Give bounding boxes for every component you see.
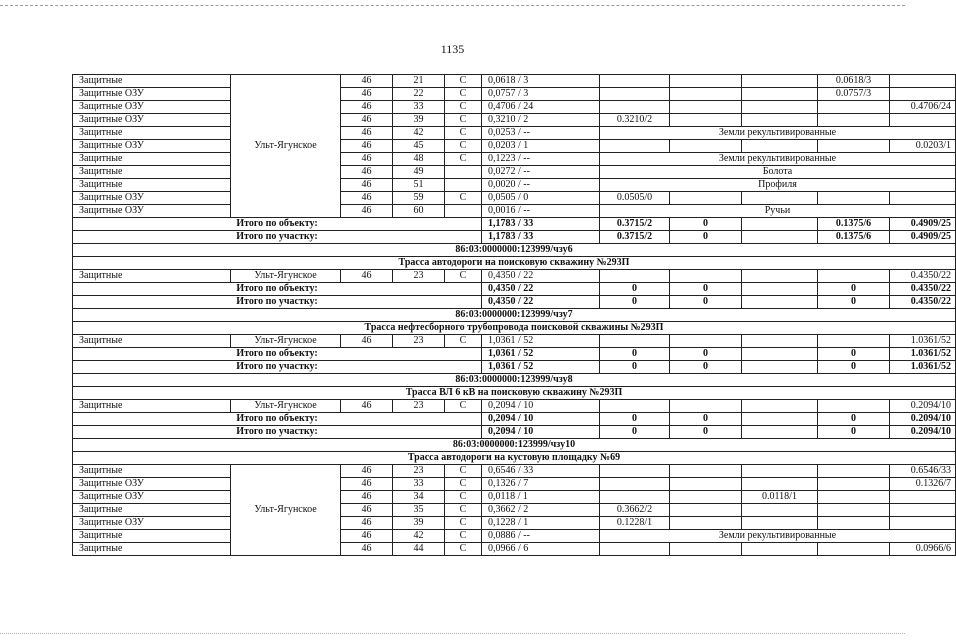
value-col-6 — [600, 140, 670, 153]
quarter-number: 46 — [341, 205, 393, 218]
compartment-number: 34 — [393, 491, 445, 504]
protection-category: Защитные ОЗУ — [73, 205, 231, 218]
forestry-district: Ульт-Ягунское — [231, 465, 341, 556]
protection-category: Защитные ОЗУ — [73, 140, 231, 153]
quarter-number: 46 — [341, 101, 393, 114]
value-col-8 — [742, 478, 818, 491]
total-col-7: 0 — [670, 426, 742, 439]
land-category: С — [445, 530, 482, 543]
compartment-number: 42 — [393, 127, 445, 140]
value-col-8 — [742, 465, 818, 478]
value-col-6 — [600, 400, 670, 413]
land-category: С — [445, 478, 482, 491]
protection-category: Защитные — [73, 270, 231, 283]
value-col-8 — [742, 335, 818, 348]
value-col-9 — [818, 517, 890, 530]
value-col-7 — [670, 517, 742, 530]
total-area: 0,2094 / 10 — [482, 413, 600, 426]
table-row — [73, 478, 956, 491]
total-col-9: 0 — [818, 348, 890, 361]
area-value: 0,0020 / -- — [482, 179, 600, 192]
section-cadastral-number: 86:03:0000000:123999/чзу6 — [73, 244, 956, 257]
land-category — [445, 179, 482, 192]
value-col-9 — [818, 192, 890, 205]
section-title-row — [73, 257, 956, 270]
total-row — [73, 296, 956, 309]
total-col-10: 1.0361/52 — [890, 361, 956, 374]
land-category: С — [445, 140, 482, 153]
table-row — [73, 127, 956, 140]
protection-category: Защитные ОЗУ — [73, 491, 231, 504]
compartment-number: 59 — [393, 192, 445, 205]
value-col-9 — [818, 101, 890, 114]
quarter-number: 46 — [341, 75, 393, 88]
forest-plot-table — [72, 74, 956, 556]
land-category: С — [445, 517, 482, 530]
quarter-number: 46 — [341, 335, 393, 348]
total-col-8 — [742, 348, 818, 361]
value-col-7 — [670, 270, 742, 283]
area-value: 0,0966 / 6 — [482, 543, 600, 556]
total-row — [73, 348, 956, 361]
value-col-6 — [600, 465, 670, 478]
compartment-number: 49 — [393, 166, 445, 179]
value-col-8 — [742, 192, 818, 205]
value-col-10 — [890, 192, 956, 205]
area-value: 0,4350 / 22 — [482, 270, 600, 283]
area-value: 0,4706 / 24 — [482, 101, 600, 114]
section-title-row — [73, 387, 956, 400]
forestry-district: Ульт-Ягунское — [231, 75, 341, 218]
value-col-6 — [600, 491, 670, 504]
quarter-number: 46 — [341, 478, 393, 491]
protection-category: Защитные — [73, 504, 231, 517]
total-col-6: 0 — [600, 361, 670, 374]
protection-category: Защитные — [73, 400, 231, 413]
value-col-6 — [600, 543, 670, 556]
total-col-8 — [742, 426, 818, 439]
value-col-7 — [670, 543, 742, 556]
value-col-7 — [670, 465, 742, 478]
total-col-9: 0.1375/6 — [818, 218, 890, 231]
value-col-7 — [670, 75, 742, 88]
total-col-9: 0 — [818, 296, 890, 309]
value-col-8: 0.0118/1 — [742, 491, 818, 504]
total-label: Итого по участку: — [73, 296, 482, 309]
compartment-number: 48 — [393, 153, 445, 166]
value-col-9 — [818, 465, 890, 478]
total-col-10: 0.2094/10 — [890, 413, 956, 426]
quarter-number: 46 — [341, 88, 393, 101]
area-value: 0,0016 / -- — [482, 205, 600, 218]
value-col-9: 0.0618/3 — [818, 75, 890, 88]
total-row — [73, 218, 956, 231]
value-col-7 — [670, 88, 742, 101]
land-category: С — [445, 153, 482, 166]
table-row — [73, 101, 956, 114]
area-value: 0,0618 / 3 — [482, 75, 600, 88]
total-col-6: 0 — [600, 426, 670, 439]
land-type-note: Земли рекультивированные — [600, 530, 956, 543]
area-value: 0,0505 / 0 — [482, 192, 600, 205]
total-row — [73, 426, 956, 439]
area-value: 0,1228 / 1 — [482, 517, 600, 530]
area-value: 0,1326 / 7 — [482, 478, 600, 491]
protection-category: Защитные ОЗУ — [73, 478, 231, 491]
table-row — [73, 491, 956, 504]
value-col-7 — [670, 114, 742, 127]
value-col-7 — [670, 491, 742, 504]
section-object-name: Трасса автодороги на поисковую скважину №293П — [73, 257, 956, 270]
protection-category: Защитные — [73, 335, 231, 348]
section-header-row — [73, 439, 956, 452]
protection-category: Защитные — [73, 75, 231, 88]
area-value: 1,0361 / 52 — [482, 335, 600, 348]
total-col-6: 0.3715/2 — [600, 218, 670, 231]
total-label: Итого по участку: — [73, 231, 482, 244]
protection-category: Защитные — [73, 127, 231, 140]
table-row — [73, 166, 956, 179]
value-col-10: 0.0966/6 — [890, 543, 956, 556]
total-col-6: 0 — [600, 348, 670, 361]
area-value: 0,0886 / -- — [482, 530, 600, 543]
protection-category: Защитные — [73, 543, 231, 556]
total-col-7: 0 — [670, 413, 742, 426]
compartment-number: 35 — [393, 504, 445, 517]
total-area: 1,1783 / 33 — [482, 231, 600, 244]
value-col-10 — [890, 491, 956, 504]
total-col-6: 0 — [600, 413, 670, 426]
value-col-9 — [818, 335, 890, 348]
section-cadastral-number: 86:03:0000000:123999/чзу7 — [73, 309, 956, 322]
value-col-10 — [890, 114, 956, 127]
total-col-10: 1.0361/52 — [890, 348, 956, 361]
value-col-8 — [742, 140, 818, 153]
area-value: 0,0253 / -- — [482, 127, 600, 140]
total-col-7: 0 — [670, 296, 742, 309]
value-col-6 — [600, 75, 670, 88]
area-value: 0,3210 / 2 — [482, 114, 600, 127]
quarter-number: 46 — [341, 153, 393, 166]
quarter-number: 46 — [341, 127, 393, 140]
land-category: С — [445, 127, 482, 140]
section-cadastral-number: 86:03:0000000:123999/чзу8 — [73, 374, 956, 387]
section-header-row — [73, 309, 956, 322]
compartment-number: 23 — [393, 270, 445, 283]
compartment-number: 23 — [393, 400, 445, 413]
table-row — [73, 205, 956, 218]
total-col-8 — [742, 361, 818, 374]
protection-category: Защитные — [73, 465, 231, 478]
value-col-10 — [890, 517, 956, 530]
total-row — [73, 283, 956, 296]
value-col-6 — [600, 335, 670, 348]
value-col-8 — [742, 88, 818, 101]
quarter-number: 46 — [341, 114, 393, 127]
land-category: С — [445, 114, 482, 127]
quarter-number: 46 — [341, 543, 393, 556]
value-col-9: 0.0757/3 — [818, 88, 890, 101]
value-col-8 — [742, 101, 818, 114]
compartment-number: 23 — [393, 335, 445, 348]
section-cadastral-number: 86:03:0000000:123999/чзу10 — [73, 439, 956, 452]
forestry-district: Ульт-Ягунское — [231, 335, 341, 348]
value-col-6 — [600, 88, 670, 101]
total-label: Итого по объекту: — [73, 348, 482, 361]
total-col-7: 0 — [670, 361, 742, 374]
table-row — [73, 88, 956, 101]
area-value: 0,0757 / 3 — [482, 88, 600, 101]
value-col-7 — [670, 400, 742, 413]
table-row — [73, 75, 956, 88]
value-col-6: 0.3662/2 — [600, 504, 670, 517]
value-col-8 — [742, 270, 818, 283]
land-type-note: Болота — [600, 166, 956, 179]
total-col-9: 0 — [818, 426, 890, 439]
land-type-note: Земли рекультивированные — [600, 127, 956, 140]
section-title-row — [73, 452, 956, 465]
area-value: 0,2094 / 10 — [482, 400, 600, 413]
compartment-number: 33 — [393, 478, 445, 491]
area-value: 0,0118 / 1 — [482, 491, 600, 504]
value-col-8 — [742, 504, 818, 517]
value-col-9 — [818, 504, 890, 517]
value-col-7 — [670, 192, 742, 205]
forestry-district: Ульт-Ягунское — [231, 400, 341, 413]
total-area: 0,4350 / 22 — [482, 296, 600, 309]
land-category: С — [445, 192, 482, 205]
value-col-10 — [890, 88, 956, 101]
area-value: 0,0272 / -- — [482, 166, 600, 179]
quarter-number: 46 — [341, 270, 393, 283]
area-value: 0,6546 / 33 — [482, 465, 600, 478]
total-col-10: 0.4350/22 — [890, 296, 956, 309]
protection-category: Защитные ОЗУ — [73, 101, 231, 114]
value-col-6: 0.0505/0 — [600, 192, 670, 205]
value-col-6 — [600, 101, 670, 114]
land-category: С — [445, 491, 482, 504]
total-col-7: 0 — [670, 218, 742, 231]
total-area: 1,1783 / 33 — [482, 218, 600, 231]
value-col-9 — [818, 114, 890, 127]
value-col-7 — [670, 140, 742, 153]
compartment-number: 45 — [393, 140, 445, 153]
value-col-9 — [818, 270, 890, 283]
total-col-10: 0.4350/22 — [890, 283, 956, 296]
land-category: С — [445, 465, 482, 478]
section-header-row — [73, 374, 956, 387]
value-col-7 — [670, 335, 742, 348]
total-col-7: 0 — [670, 231, 742, 244]
compartment-number: 22 — [393, 88, 445, 101]
value-col-10: 1.0361/52 — [890, 335, 956, 348]
area-value: 0,0203 / 1 — [482, 140, 600, 153]
land-category: С — [445, 88, 482, 101]
land-category: С — [445, 335, 482, 348]
value-col-9 — [818, 400, 890, 413]
total-label: Итого по объекту: — [73, 413, 482, 426]
total-col-9: 0 — [818, 413, 890, 426]
table-row — [73, 465, 956, 478]
table-row — [73, 140, 956, 153]
value-col-10: 0.4350/22 — [890, 270, 956, 283]
table-row — [73, 517, 956, 530]
table-row — [73, 179, 956, 192]
value-col-9 — [818, 140, 890, 153]
total-label: Итого по участку: — [73, 361, 482, 374]
value-col-10: 0.0203/1 — [890, 140, 956, 153]
value-col-10: 0.2094/10 — [890, 400, 956, 413]
compartment-number: 23 — [393, 465, 445, 478]
value-col-7 — [670, 478, 742, 491]
total-col-10: 0.2094/10 — [890, 426, 956, 439]
protection-category: Защитные ОЗУ — [73, 114, 231, 127]
total-col-8 — [742, 413, 818, 426]
total-area: 0,2094 / 10 — [482, 426, 600, 439]
value-col-10: 0.1326/7 — [890, 478, 956, 491]
total-label: Итого по объекту: — [73, 218, 482, 231]
value-col-8 — [742, 114, 818, 127]
table-row — [73, 153, 956, 166]
table-row — [73, 504, 956, 517]
page-number: 1135 — [440, 42, 465, 56]
table-row — [73, 400, 956, 413]
total-area: 0,4350 / 22 — [482, 283, 600, 296]
section-object-name: Трасса автодороги на кустовую площадку №69 — [73, 452, 956, 465]
value-col-10 — [890, 504, 956, 517]
total-col-6: 0.3715/2 — [600, 231, 670, 244]
land-category: С — [445, 543, 482, 556]
value-col-8 — [742, 517, 818, 530]
area-value: 0,1223 / -- — [482, 153, 600, 166]
total-col-8 — [742, 296, 818, 309]
total-col-7: 0 — [670, 348, 742, 361]
section-object-name: Трасса ВЛ 6 кВ на поисковую скважину №293П — [73, 387, 956, 400]
table-row — [73, 114, 956, 127]
total-col-8 — [742, 218, 818, 231]
compartment-number: 51 — [393, 179, 445, 192]
quarter-number: 46 — [341, 166, 393, 179]
total-area: 1,0361 / 52 — [482, 361, 600, 374]
quarter-number: 46 — [341, 140, 393, 153]
protection-category: Защитные — [73, 179, 231, 192]
compartment-number: 42 — [393, 530, 445, 543]
protection-category: Защитные ОЗУ — [73, 192, 231, 205]
compartment-number: 44 — [393, 543, 445, 556]
land-type-note: Профиля — [600, 179, 956, 192]
value-col-10: 0.4706/24 — [890, 101, 956, 114]
quarter-number: 46 — [341, 465, 393, 478]
total-row — [73, 413, 956, 426]
value-col-9 — [818, 491, 890, 504]
protection-category: Защитные — [73, 166, 231, 179]
total-col-7: 0 — [670, 283, 742, 296]
protection-category: Защитные ОЗУ — [73, 88, 231, 101]
total-label: Итого по участку: — [73, 426, 482, 439]
quarter-number: 46 — [341, 491, 393, 504]
section-object-name: Трасса нефтесборного трубопровода поисковой скважины №293П — [73, 322, 956, 335]
quarter-number: 46 — [341, 192, 393, 205]
value-col-10 — [890, 75, 956, 88]
land-type-note: Земли рекультивированные — [600, 153, 956, 166]
table-row — [73, 543, 956, 556]
table-row — [73, 270, 956, 283]
land-type-note: Ручьи — [600, 205, 956, 218]
total-col-9: 0.1375/6 — [818, 231, 890, 244]
value-col-7 — [670, 101, 742, 114]
value-col-7 — [670, 504, 742, 517]
total-row — [73, 231, 956, 244]
table-row — [73, 192, 956, 205]
land-category: С — [445, 101, 482, 114]
land-category: С — [445, 504, 482, 517]
quarter-number: 46 — [341, 517, 393, 530]
total-col-8 — [742, 283, 818, 296]
section-title-row — [73, 322, 956, 335]
value-col-9 — [818, 543, 890, 556]
land-category: С — [445, 400, 482, 413]
total-label: Итого по объекту: — [73, 283, 482, 296]
compartment-number: 21 — [393, 75, 445, 88]
compartment-number: 33 — [393, 101, 445, 114]
land-category — [445, 205, 482, 218]
value-col-8 — [742, 75, 818, 88]
value-col-6: 0.1228/1 — [600, 517, 670, 530]
total-col-9: 0 — [818, 283, 890, 296]
area-value: 0,3662 / 2 — [482, 504, 600, 517]
compartment-number: 39 — [393, 517, 445, 530]
protection-category: Защитные — [73, 530, 231, 543]
total-col-8 — [742, 231, 818, 244]
protection-category: Защитные — [73, 153, 231, 166]
scan-bottom-edge — [0, 633, 905, 634]
protection-category: Защитные ОЗУ — [73, 517, 231, 530]
total-col-6: 0 — [600, 296, 670, 309]
quarter-number: 46 — [341, 400, 393, 413]
land-category: С — [445, 75, 482, 88]
value-col-6: 0.3210/2 — [600, 114, 670, 127]
total-col-10: 0.4909/25 — [890, 218, 956, 231]
land-category — [445, 166, 482, 179]
total-area: 1,0361 / 52 — [482, 348, 600, 361]
total-row — [73, 361, 956, 374]
compartment-number: 60 — [393, 205, 445, 218]
scan-top-edge — [0, 5, 905, 6]
quarter-number: 46 — [341, 504, 393, 517]
table-row — [73, 530, 956, 543]
quarter-number: 46 — [341, 530, 393, 543]
value-col-8 — [742, 543, 818, 556]
value-col-9 — [818, 478, 890, 491]
land-category: С — [445, 270, 482, 283]
table-row — [73, 335, 956, 348]
quarter-number: 46 — [341, 179, 393, 192]
forestry-district: Ульт-Ягунское — [231, 270, 341, 283]
total-col-6: 0 — [600, 283, 670, 296]
value-col-6 — [600, 270, 670, 283]
value-col-6 — [600, 478, 670, 491]
section-header-row — [73, 244, 956, 257]
value-col-10: 0.6546/33 — [890, 465, 956, 478]
total-col-9: 0 — [818, 361, 890, 374]
value-col-8 — [742, 400, 818, 413]
compartment-number: 39 — [393, 114, 445, 127]
total-col-10: 0.4909/25 — [890, 231, 956, 244]
